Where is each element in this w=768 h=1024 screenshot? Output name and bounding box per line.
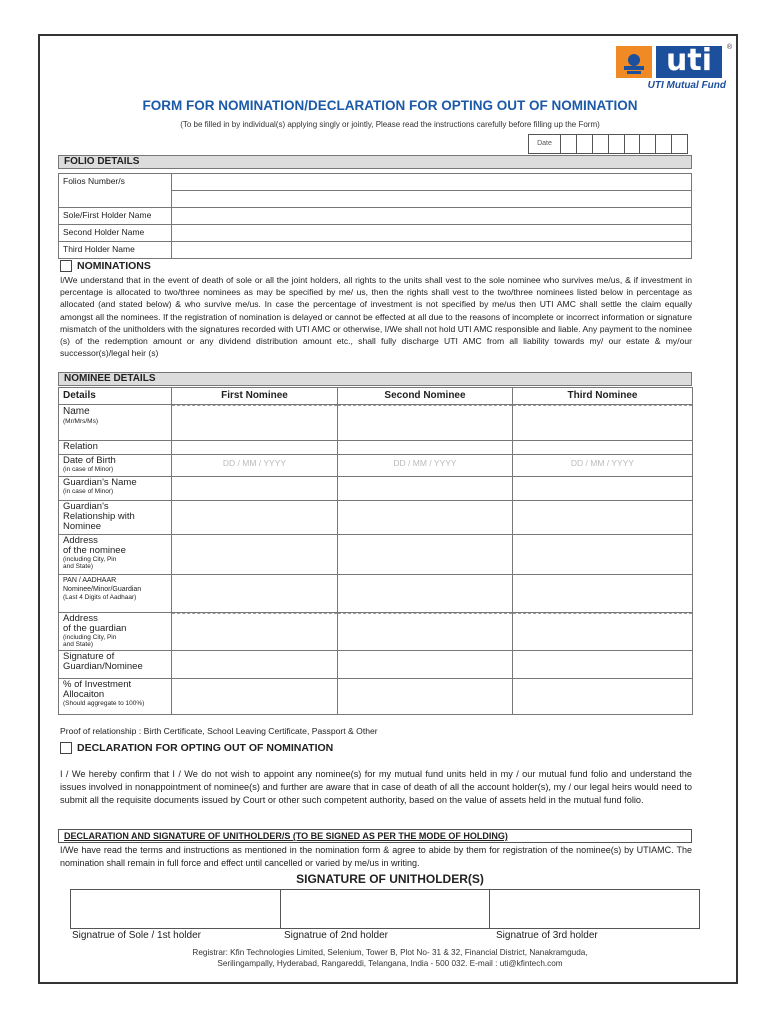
second-nominee-relation[interactable]	[338, 441, 513, 455]
logo-registered-mark: ®	[726, 44, 732, 51]
registrar-info	[40, 947, 740, 969]
sole-holder-signature-box[interactable]	[71, 890, 281, 928]
nominations-heading: NOMINATIONS	[77, 260, 151, 272]
first-guardian-address[interactable]	[172, 613, 338, 651]
sole-holder-signature-label: Signatrue of Sole / 1st holder	[72, 930, 201, 941]
form-title: FORM FOR NOMINATION/DECLARATION FOR OPTING OUT OF NOMINATION	[142, 98, 638, 113]
logo-wordmark: uti	[656, 46, 722, 78]
second-holder-field[interactable]	[172, 225, 692, 242]
date-cell[interactable]	[609, 135, 625, 153]
third-guardian-address[interactable]	[513, 613, 693, 651]
registrar-line-2: Serilingampally, Hyderabad, Rangareddi, Telangana, India - 500 032. E-mail : uti@kfintech.com	[217, 959, 563, 968]
third-nominee-allocation[interactable]	[513, 679, 693, 715]
second-guardian-relationship[interactable]	[338, 501, 513, 535]
first-nominee-signature[interactable]	[172, 651, 338, 679]
nominee-address-label: Address of the nominee (including City, Pin and State)	[59, 535, 172, 575]
third-holder-signature-box[interactable]	[490, 890, 699, 928]
form-subtitle: (To be filled in by individual(s) applying singly or jointly, Please read the instructions carefully before filling up the Form)	[180, 120, 600, 129]
folio-details-table	[58, 173, 692, 259]
third-holder-field[interactable]	[172, 242, 692, 259]
name-label: Name (Mr/Mrs/Ms)	[59, 405, 172, 441]
second-nominee-signature[interactable]	[338, 651, 513, 679]
first-nominee-allocation[interactable]	[172, 679, 338, 715]
col-second-nominee: Second Nominee	[338, 388, 513, 405]
investment-allocation-label: % of Investment Allocaiton (Should aggregate to 100%)	[59, 679, 172, 715]
folio-number-label: Folios Number/s	[59, 174, 172, 208]
nominations-checkbox[interactable]	[60, 260, 72, 272]
proof-of-relationship: Proof of relationship : Birth Certificate, School Leaving Certificate, Passport & Other	[60, 726, 378, 736]
second-nominee-allocation[interactable]	[338, 679, 513, 715]
nominee-details-heading: NOMINEE DETAILS	[58, 372, 692, 386]
date-cell[interactable]	[561, 135, 577, 153]
third-guardian-name[interactable]	[513, 477, 693, 501]
date-field[interactable]	[528, 134, 688, 154]
optout-checkbox[interactable]	[60, 742, 72, 754]
signature-title: SIGNATURE OF UNITHOLDER(S)	[296, 872, 484, 886]
date-cell[interactable]	[640, 135, 656, 153]
third-pan-aadhaar[interactable]	[513, 575, 693, 613]
second-holder-signature-label: Signatrue of 2nd holder	[284, 930, 388, 941]
first-nominee-relation[interactable]	[172, 441, 338, 455]
first-nominee-address[interactable]	[172, 535, 338, 575]
signature-label: Signature of Guardian/Nominee	[59, 651, 172, 679]
first-nominee-name[interactable]	[172, 405, 338, 441]
guardian-relationship-label: Guardian's Relationship with Nominee	[59, 501, 172, 535]
first-pan-aadhaar[interactable]	[172, 575, 338, 613]
third-nominee-signature[interactable]	[513, 651, 693, 679]
date-cell[interactable]	[593, 135, 609, 153]
optout-heading: DECLARATION FOR OPTING OUT OF NOMINATION	[77, 742, 334, 754]
declaration-heading: DECLARATION AND SIGNATURE OF UNITHOLDER/S (TO BE SIGNED AS PER THE MODE OF HOLDING)	[58, 829, 692, 843]
third-nominee-relation[interactable]	[513, 441, 693, 455]
col-details: Details	[59, 388, 172, 405]
third-holder-signature-label: Signatrue of 3rd holder	[496, 930, 598, 941]
third-holder-label: Third Holder Name	[59, 242, 172, 259]
second-nominee-address[interactable]	[338, 535, 513, 575]
col-first-nominee: First Nominee	[172, 388, 338, 405]
second-guardian-name[interactable]	[338, 477, 513, 501]
date-cell[interactable]	[625, 135, 641, 153]
guardian-address-label: Address of the guardian (including City, Pin and State)	[59, 613, 172, 651]
declaration-text: I/We have read the terms and instructions as mentioned in the nomination form & agree to abide by them for registration of the nominee(s) by UTIAMC. The nomination shall remain in full force and effect until cancelled or varied by me/us in writing.	[60, 845, 692, 868]
first-holder-label: Sole/First Holder Name	[59, 208, 172, 225]
second-nominee-dob[interactable]: DD / MM / YYYY	[338, 455, 513, 477]
nominations-text: I/We understand that in the event of death of sole or all the joint holders, all rights to the units shall vest to the sole nominee who survives me/us, & if investment in percentage is allocated to two/three nominees as may be specified by me/ us, then the rights shall vest to the two/three nominees listed below in percentage as allocated (and stated below) & who survive me/us. In case the percentage of investment is not specified by me/us then UTI AMC shall settle the claim equally amongst all the nominees. If the registration of nomination is delayed or cannot be effected at all due to the reasons of incomplete or incorrect information or signature mismatch of the unitholders with the signatures recorded with UTI AMC or otherwise, I/We shall not hold UTI AMC responsible and liable. Any payment to the nominee (s) of the redemption amount or any dividend distribution amount etc., shall fully discharge UTI AMC from all liability towards my/ our estate & my/our successor(s)/legal heir (s)	[60, 275, 692, 359]
dob-label: Date of Birth (in case of Minor)	[59, 455, 172, 477]
date-cell[interactable]	[577, 135, 593, 153]
guardian-name-label: Guardian's Name (in case of Minor)	[59, 477, 172, 501]
third-nominee-address[interactable]	[513, 535, 693, 575]
date-cell[interactable]	[672, 135, 687, 153]
pan-aadhaar-label: PAN / AADHAAR Nominee/Minor/Guardian (Last 4 Digits of Aadhaar)	[59, 575, 172, 613]
optout-text: I / We hereby confirm that I / We do not wish to appoint any nominee(s) for my mutual fund units held in my / our mutual fund folio and understand the issues involved in nonappointment of nominee(s) and further are aware that in case of death of all the account holder(s), my / our legal heirs would need to submit all the requisite documents issued by Court or other such competent authority, based on the value of assets held in the mutual fund folio.	[60, 769, 692, 805]
second-nominee-name[interactable]	[338, 405, 513, 441]
second-holder-signature-box[interactable]	[281, 890, 491, 928]
first-holder-field[interactable]	[172, 208, 692, 225]
third-guardian-relationship[interactable]	[513, 501, 693, 535]
date-cell[interactable]	[656, 135, 672, 153]
folio-number-field[interactable]	[172, 174, 692, 208]
logo-tagline: UTI Mutual Fund	[647, 80, 726, 91]
date-label: Date	[529, 135, 561, 153]
third-nominee-dob[interactable]: DD / MM / YYYY	[513, 455, 693, 477]
second-holder-label: Second Holder Name	[59, 225, 172, 242]
nomination-form	[38, 34, 738, 984]
second-guardian-address[interactable]	[338, 613, 513, 651]
logo-emblem-icon	[616, 46, 652, 78]
registrar-line-1: Registrar: Kfin Technologies Limited, Selenium, Tower B, Plot No- 31 & 32, Financial District, Nanakramguda,	[192, 948, 588, 957]
signature-boxes	[70, 889, 700, 929]
uti-logo	[616, 43, 732, 94]
optout-section	[60, 742, 333, 754]
second-pan-aadhaar[interactable]	[338, 575, 513, 613]
first-guardian-relationship[interactable]	[172, 501, 338, 535]
nominee-details-table	[58, 387, 693, 715]
nominations-section	[60, 260, 151, 272]
first-nominee-dob[interactable]: DD / MM / YYYY	[172, 455, 338, 477]
folio-details-heading: FOLIO DETAILS	[58, 155, 692, 169]
third-nominee-name[interactable]	[513, 405, 693, 441]
relation-label: Relation	[59, 441, 172, 455]
col-third-nominee: Third Nominee	[513, 388, 693, 405]
first-guardian-name[interactable]	[172, 477, 338, 501]
